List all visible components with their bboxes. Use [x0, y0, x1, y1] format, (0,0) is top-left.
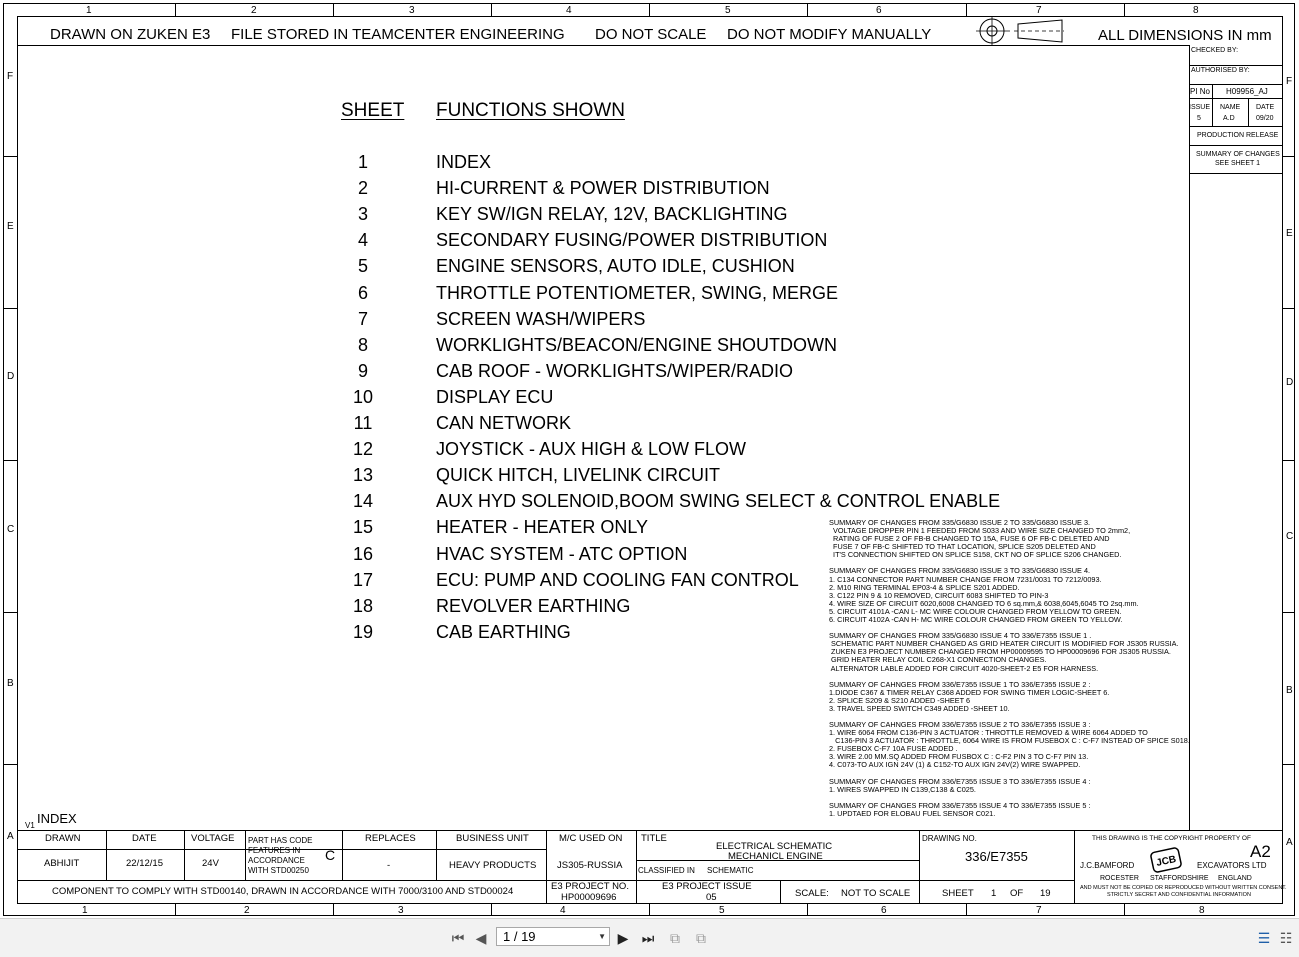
first-page-icon[interactable]: ⏮ [451, 930, 465, 946]
mc-used-label: M/C USED ON [559, 833, 623, 844]
zone-label: 1 [86, 5, 92, 16]
change-summary-block [829, 632, 1190, 672]
sheet-number: 17 [352, 570, 374, 590]
change-summary-line: 1. WIRE 6064 FROM C136-PIN 3 ACTUATOR : THROTTLE REMOVED & WIRE 6064 ADDED TO [829, 728, 1148, 738]
pi-no-label: PI No [1190, 87, 1211, 96]
sheet-function: KEY SW/IGN RELAY, 12V, BACKLIGHTING [436, 204, 788, 224]
sheet-function: JOYSTICK - AUX HIGH & LOW FLOW [436, 439, 747, 459]
replaces-label: REPLACES [365, 833, 416, 844]
page-number-input[interactable] [496, 927, 610, 946]
issue-label: ISSUE [1189, 104, 1211, 111]
zone-label: 5 [725, 5, 731, 16]
change-summary-line: SUMMARY OF CHANGES FROM 335/G6830 ISSUE 3 TO 335/G6830 ISSUE 4. [829, 566, 1091, 576]
sheet-function: HI-CURRENT & POWER DISTRIBUTION [436, 178, 770, 198]
change-summary-block [829, 519, 1190, 559]
voltage-value: 24V [202, 858, 219, 869]
confidential-notice: STRICTLY SECRET AND CONFIDENTIAL INFORMATION [1107, 892, 1251, 898]
change-summary-line: 5. CIRCUIT 4101A -CAN L- MC WIRE COLOUR CHANGED FROM YELLOW TO GREEN. [829, 606, 1122, 616]
sheet-function: WORKLIGHTS/BEACON/ENGINE SHOUTDOWN [436, 335, 838, 355]
title-line-1: ELECTRICAL SCHEMATIC [716, 841, 833, 852]
sheet-function: ENGINE SENSORS, AUTO IDLE, CUSHION [436, 256, 795, 276]
date-label: DATE [132, 833, 157, 844]
file-stored-note: FILE STORED IN TEAMCENTER ENGINEERING [231, 26, 565, 43]
projection-symbol-icon [974, 16, 1066, 46]
change-summary-line: FUSE 7 OF FB-C SHIFTED TO THAT LOCATION, SPLICE S205 DELETED AND [829, 542, 1096, 552]
zone-label: D [1286, 377, 1294, 388]
of-label: OF [1010, 888, 1024, 899]
sheet-number: 6 [357, 283, 368, 303]
issue-value: 5 [1197, 115, 1201, 122]
company-suffix: EXCAVATORS LTD [1197, 861, 1267, 870]
change-summary-block [829, 681, 1190, 713]
page-name-label: INDEX [37, 811, 77, 826]
do-not-modify-note: DO NOT MODIFY MANUALLY [727, 26, 932, 43]
zone-label: 7 [1036, 5, 1042, 16]
change-summary-line: C136-PIN 3 ACTUATOR : THROTTLE, 6064 WIRE IS FROM FUSEBOX C : C-F7 INSTEAD OF SPICE S018. [829, 736, 1190, 746]
zone-label: F [7, 71, 14, 82]
sheet-function: THROTTLE POTENTIOMETER, SWING, MERGE [436, 283, 839, 303]
change-summary-block [829, 802, 1190, 818]
sheet-function: SCREEN WASH/WIPERS [436, 309, 646, 329]
jcb-logo-icon [1149, 847, 1183, 873]
sheet-function: CAB ROOF - WORKLIGHTS/WIPER/RADIO [436, 361, 794, 381]
sheet-number: 16 [352, 544, 374, 564]
sheet-function: QUICK HITCH, LIVELINK CIRCUIT [436, 465, 721, 485]
part-code-note: PART HAS CODE [248, 836, 313, 845]
zone-label: B [1286, 685, 1293, 696]
sheet-column-header: SHEET [341, 100, 405, 121]
sheet-size: A2 [1250, 842, 1271, 861]
change-summary-line: 3. TRAVEL SPEED SWITCH C349 ADDED -SHEET 10. [829, 703, 1010, 713]
change-summary-line: 2. FUSEBOX C-F7 10A FUSE ADDED . [829, 744, 958, 754]
change-summary-line: VOLTAGE DROPPER PIN 1 FEEDED FROM S033 AND WIRE SIZE CHANGED TO 2mm2, [829, 526, 1131, 536]
sheet-number: 18 [352, 596, 374, 616]
authorised-by-label: AUTHORISED BY: [1191, 67, 1250, 74]
business-unit-value: HEAVY PRODUCTS [449, 860, 537, 871]
e3-issue-value: 05 [706, 892, 717, 903]
replaces-value: - [387, 860, 391, 871]
classified-label: CLASSIFIED IN [638, 866, 695, 875]
zone-label: 6 [876, 5, 882, 16]
zone-label: D [7, 371, 15, 382]
continuous-view-icon[interactable]: ☷ [1279, 930, 1293, 946]
sheet-number: 5 [357, 256, 368, 276]
part-code-note: WITH STD00250 [248, 866, 309, 875]
drawing-no-label: DRAWING NO. [922, 834, 977, 843]
zone-label: 3 [409, 5, 415, 16]
change-summary-line: 1.DIODE C367 & TIMER RELAY C368 ADDED FOR SWING TIMER LOGIC-SHEET 6. [829, 687, 1110, 697]
change-summary-line: 3. WIRE 2.00 MM.SQ ADDED FROM FUSBOX C : C-F2 PIN 3 TO C-F7 PIN 13. [829, 752, 1089, 762]
classified-value: SCHEMATIC [707, 866, 754, 875]
compliance-note: COMPONENT TO COMPLY WITH STD00140, DRAWN IN ACCORDANCE WITH 7000/3100 AND STD00024 [52, 886, 514, 897]
zone-label: F [1286, 76, 1293, 87]
sheet-function: HVAC SYSTEM - ATC OPTION [436, 544, 688, 564]
sheet-number: 10 [352, 387, 374, 407]
drawing-no-value: 336/E7355 [965, 849, 1028, 864]
zone-label: C [1286, 531, 1294, 542]
change-summary-line: GRID HEATER RELAY COIL C268-X1 CONNECTION CHANGES. [829, 655, 1047, 665]
location: ENGLAND [1218, 875, 1252, 882]
change-summary-line: 1. UPDTAED FOR ELOBAU FUEL SENSOR C021. [829, 808, 996, 818]
zone-label: 2 [244, 905, 250, 916]
viewer-toolbar [0, 918, 1299, 957]
change-summary-line: ZUKEN E3 PROJECT NUMBER CHANGED FROM HP00009595 TO HP00009696 FOR JS305 RUSSIA. [829, 647, 1171, 657]
summary-see-sheet: SEE SHEET 1 [1215, 160, 1261, 167]
change-summary-line: 4. WIRE SIZE OF CIRCUIT 6020,6008 CHANGED TO 6 sq.mm,& 6038,6045,6045 TO 2sq.mm. [829, 598, 1139, 608]
zone-label: 3 [398, 905, 404, 916]
sheet-function: ECU: PUMP AND COOLING FAN CONTROL [436, 570, 799, 590]
zone-label: E [1286, 228, 1293, 239]
change-summary-line: SUMMARY OF CAHNGES FROM 336/E7355 ISSUE 2 TO 336/E7355 ISSUE 3 : [829, 719, 1091, 729]
business-unit-label: BUSINESS UNIT [456, 833, 529, 844]
sheet-number: 1 [357, 152, 368, 172]
zone-label: A [1286, 837, 1293, 848]
e3-project-label: E3 PROJECT NO. [551, 881, 629, 892]
change-summary-block [829, 778, 1190, 794]
voltage-label: VOLTAGE [191, 833, 235, 844]
zone-label: C [7, 524, 15, 535]
confidential-notice: AND MUST NOT BE COPIED OR REPRODUCED WITHOUT WRITTEN CONSENT. [1080, 885, 1287, 891]
sheet-function: INDEX [436, 152, 492, 172]
e3-project-value: HP00009696 [561, 892, 617, 903]
copyright-note: THIS DRAWING IS THE COPYRIGHT PROPERTY OF [1092, 835, 1251, 842]
functions-column-header: FUNCTIONS SHOWN [436, 100, 625, 121]
production-release-label: PRODUCTION RELEASE [1197, 132, 1279, 139]
sheet-function: CAB EARTHING [436, 622, 571, 642]
date-value: 22/12/15 [126, 858, 163, 869]
name-label: NAME [1220, 104, 1241, 111]
sheet-number: 8 [357, 335, 368, 355]
sheet-number: 14 [352, 491, 374, 511]
next-page-icon[interactable]: ▶ [617, 930, 629, 946]
date-label: DATE [1256, 104, 1275, 111]
page-number-text: 1 / 19 [503, 929, 536, 944]
title-line-2: MECHANICL ENGINE [728, 851, 823, 862]
zone-label: 8 [1199, 905, 1205, 916]
change-summary-line: 3. C122 PIN 9 & 10 REMOVED, CIRCUIT 6083 SHIFTED TO PIN-3 [829, 590, 1049, 600]
sheet-label: SHEET [942, 888, 974, 899]
version-label: V1 [25, 821, 35, 830]
change-summary-line: SCHEMATIC PART NUMBER CHANGED AS GRID HEATER CIRCUIT IS MODIFIED FOR JS305 RUSSIA. [829, 639, 1179, 649]
chevron-down-icon[interactable]: ▼ [598, 932, 606, 941]
sheet-number: 7 [357, 309, 368, 329]
zone-label: 1 [82, 905, 88, 916]
dimensions-note: ALL DIMENSIONS IN mm [1098, 27, 1272, 44]
part-code-note: ACCORDANCE [248, 856, 305, 865]
change-summary-line: SUMMARY OF CAHNGES FROM 336/E7355 ISSUE 1 TO 336/E7355 ISSUE 2 : [829, 679, 1091, 689]
zone-label: B [7, 678, 14, 689]
e3-issue-label: E3 PROJECT ISSUE [662, 881, 752, 892]
change-summary-block [829, 567, 1190, 624]
sheet-number: 4 [357, 230, 368, 250]
sheet-number: 9 [357, 361, 368, 381]
sheet-total: 19 [1040, 888, 1051, 899]
location: STAFFORDSHIRE [1150, 875, 1209, 882]
drawn-value: ABHIJIT [44, 858, 80, 869]
zone-label: 6 [881, 905, 887, 916]
sheet-number: 1 [991, 888, 997, 899]
summary-label: SUMMARY OF CHANGES [1196, 151, 1280, 158]
change-summary-line: SUMMARY OF CHANGES FROM 336/E7355 ISSUE 4 TO 336/E7355 ISSUE 5 : [829, 800, 1091, 810]
sheet-number: 12 [352, 439, 374, 459]
sheet-function: CAN NETWORK [436, 413, 571, 433]
scale-value: NOT TO SCALE [841, 888, 911, 899]
change-summary-line: 2. SPLICE S209 & S210 ADDED -SHEET 6 [829, 695, 971, 705]
zone-label: 7 [1036, 905, 1042, 916]
pi-no-value: H09956_AJ [1226, 87, 1268, 96]
zone-label: 5 [719, 905, 725, 916]
fit-width-icon[interactable]: ⧉ [696, 930, 706, 946]
change-summary-line: 1. WIRES SWAPPED IN C139,C138 & C025. [829, 784, 976, 794]
sheet-number: 2 [357, 178, 368, 198]
change-summary-line: 1. C134 CONNECTOR PART NUMBER CHANGE FROM 7231/0031 TO 7212/0093. [829, 574, 1102, 584]
change-summary-line: ALTERNATOR LABLE ADDED FOR CIRCUIT 4020-SHEET-2 E5 FOR HARNESS. [829, 663, 1099, 673]
sheet-function: REVOLVER EARTHING [436, 596, 631, 616]
part-code-note: FEATURES IN [248, 846, 301, 855]
summary-of-changes [829, 519, 1190, 826]
sheet-number: 15 [352, 517, 374, 537]
zone-label: 4 [566, 5, 572, 16]
zone-label: 2 [251, 5, 257, 16]
sheet-function: SECONDARY FUSING/POWER DISTRIBUTION [436, 230, 828, 250]
sheet-function: HEATER - HEATER ONLY [436, 517, 649, 537]
change-summary-line: IT'S CONNECTION SHIFTED ON SPLICE S158, CKT NO OF SPLICE S206 CHANGED. [829, 550, 1122, 560]
zone-label: A [7, 831, 14, 842]
scale-label: SCALE: [795, 888, 829, 899]
mc-used-value: JS305-RUSSIA [557, 860, 623, 871]
change-summary-line: SUMMARY OF CHANGES FROM 335/G6830 ISSUE 4 TO 336/E7355 ISSUE 1 . [829, 631, 1092, 641]
last-page-icon[interactable]: ⏭ [641, 930, 655, 946]
zone-label: 8 [1193, 5, 1199, 16]
svg-text:JCB: JCB [1155, 854, 1178, 869]
previous-page-icon[interactable]: ◀ [475, 930, 487, 946]
fit-page-icon[interactable]: ⧉ [670, 930, 680, 946]
sheet-number: 11 [353, 413, 373, 433]
change-summary-line: SUMMARY OF CHANGES FROM 335/G6830 ISSUE 2 TO 335/G6830 ISSUE 3. [829, 518, 1091, 527]
date-value: 09/20 [1256, 115, 1274, 122]
change-summary-line: RATING OF FUSE 2 OF FB-B CHANGED TO 15A, FUSE 6 OF FB-C DELETED AND [829, 534, 1110, 544]
change-summary-line: SUMMARY OF CHANGES FROM 336/E7355 ISSUE 3 TO 336/E7355 ISSUE 4 : [829, 776, 1091, 786]
zone-label: E [7, 221, 14, 232]
company-name: J.C.BAMFORD [1080, 861, 1135, 870]
zone-label: 4 [560, 905, 566, 916]
location: ROCESTER [1100, 875, 1139, 882]
sheet-function: DISPLAY ECU [436, 387, 554, 407]
sheet-number: 13 [352, 465, 374, 485]
change-summary-line: 6. CIRCUIT 4102A -CAN H- MC WIRE COLOUR CHANGED FROM GREEN TO YELLOW. [829, 615, 1123, 625]
change-summary-line: 4. C073-TO AUX IGN 24V (1) & C152-TO AUX IGN 24V(2) WIRE SWAPPED. [829, 760, 1081, 770]
name-value: A.D [1223, 115, 1235, 122]
single-page-view-icon[interactable]: ☰ [1257, 930, 1271, 946]
checked-by-label: CHECKED BY: [1191, 47, 1239, 54]
title-label: TITLE [641, 833, 667, 844]
sheet-function: AUX HYD SOLENOID,BOOM SWING SELECT & CONTROL ENABLE [436, 491, 1001, 511]
drawn-label: DRAWN [45, 833, 81, 844]
do-not-scale-note: DO NOT SCALE [595, 26, 707, 43]
sheet-number: 3 [357, 204, 368, 224]
change-summary-line: 2. M10 RING TERMINAL EP03-4 & SPLICE S201 ADDED. [829, 582, 1020, 592]
part-code-value: C [325, 847, 336, 863]
drawn-on-note: DRAWN ON ZUKEN E3 [50, 26, 211, 43]
change-summary-block [829, 721, 1190, 770]
sheet-number: 19 [352, 622, 374, 642]
